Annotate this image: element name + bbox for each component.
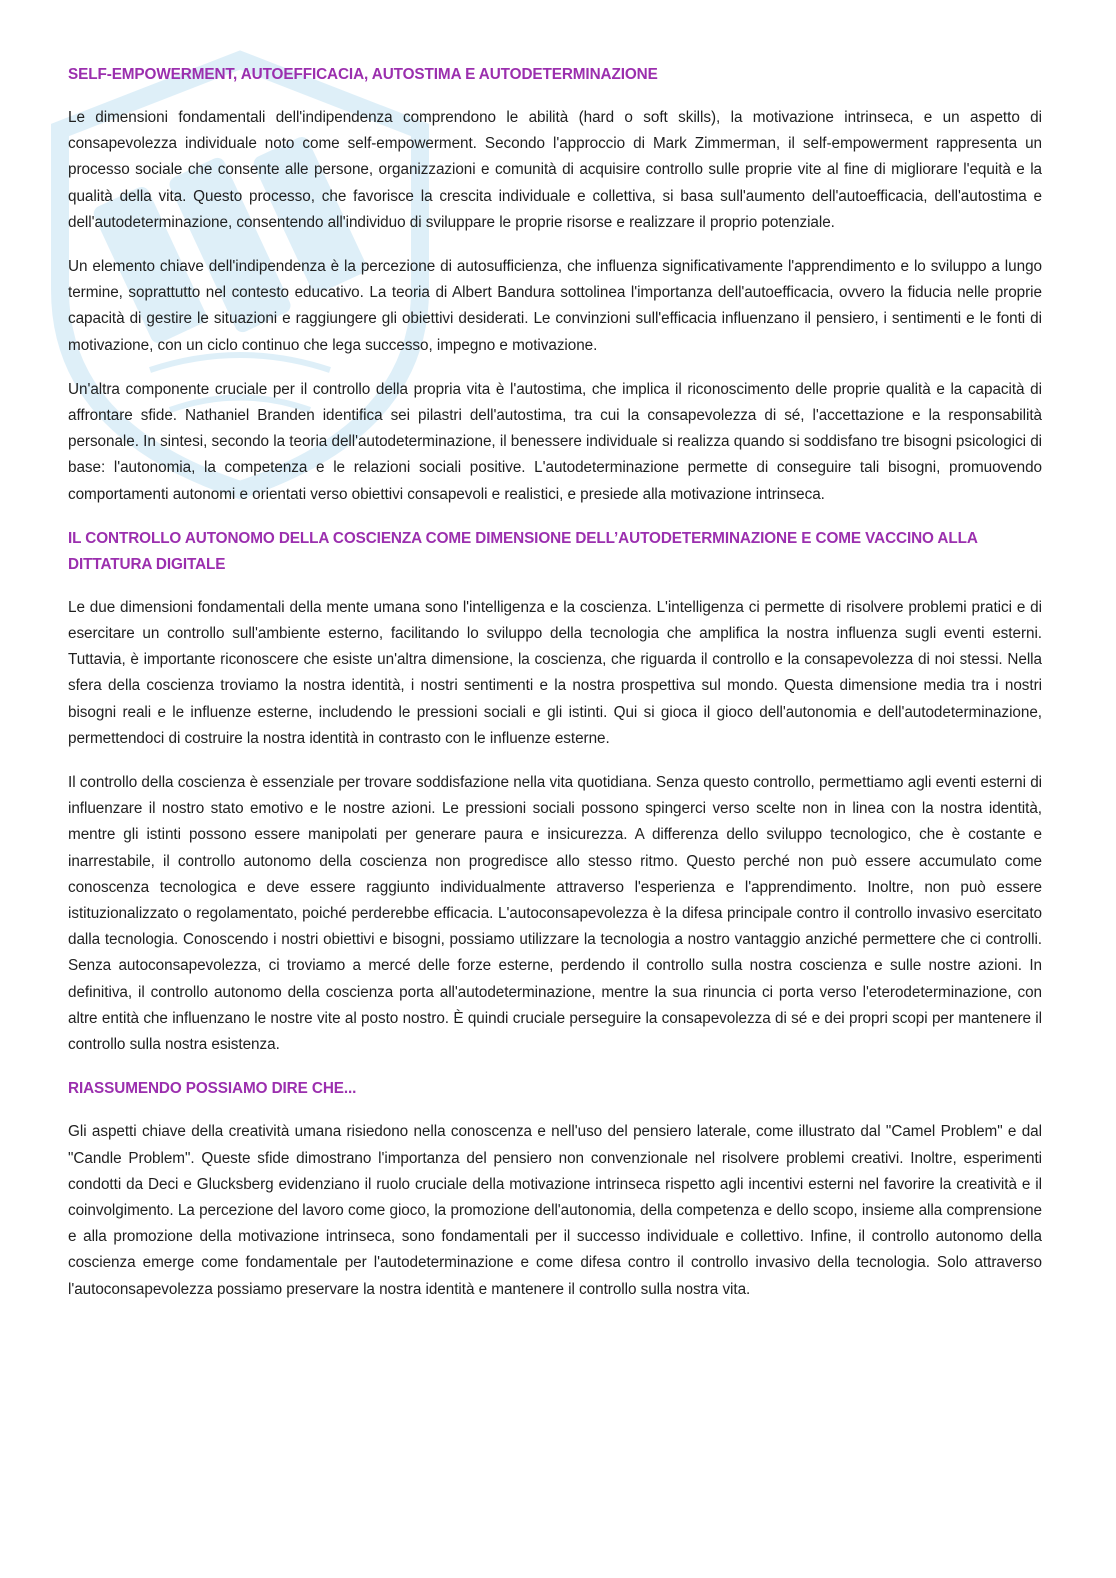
paragraph: Le due dimensioni fondamentali della mente umana sono l'intelligenza e la coscienza. L'intelligenza ci permette di risolvere problemi pratici e di esercitare un controllo sull'ambiente esterno, facilitando lo sviluppo della tecnologia che amplifica la nostra influenza sugli eventi esterni. Tuttavia, è importante riconoscere che esiste un'altra dimensione, la coscienza, che riguarda il controllo e la consapevolezza di noi stessi. Nella sfera della coscienza troviamo la nostra identità, i nostri sentimenti e la nostra prospettiva sul mondo. Questa dimensione media tra i nostri bisogni reali e le influenze esterne, includendo le pressioni sociali e gli istinti. Qui si gioca il gioco dell'autonomia e dell'autodeterminazione, permettendoci di costruire la nostra identità in contrasto con le influenze esterne. (68, 598, 1042, 747)
paragraph: Gli aspetti chiave della creatività umana risiedono nella conoscenza e nell'uso del pensiero laterale, come illustrato dal "Camel Problem" e dal "Candle Problem". Queste sfide dimostrano l'importanza del pensiero non convenzionale nel risolvere problemi creativi. Inoltre, esperimenti condotti da Deci e Glucksberg evidenziano il ruolo cruciale della motivazione intrinseca rispetto agli incentivi esterni nel favorire la creatività e il coinvolgimento. La percezione del lavoro come gioco, la promozione dell'autonomia, della competenza e dello scopo, insieme alla comprensione e alla promozione della motivazione intrinseca, sono fondamentali per il successo individuale e collettivo. Infine, il controllo autonomo della coscienza emerge come fondamentale per l'autodeterminazione e come difesa contro il controllo invasivo della tecnologia. Solo attraverso l'autoconsapevolezza possiamo preservare la nostra identità e mantenere il controllo sulla nostra vita. (68, 1123, 1042, 1298)
section-heading-riassumendo: RIASSUMENDO POSSIAMO DIRE CHE... (68, 1080, 357, 1098)
paragraph: Un elemento chiave dell'indipendenza è la percezione di autosufficienza, che influenza significativamente l'apprendimento e lo sviluppo a lungo termine, soprattutto nel contesto educativo. La teoria di Albert Bandura sottolinea l'importanza dell'autoefficacia, ovvero la fiducia nelle proprie capacità di gestire le situazioni e raggiungere gli obiettivi desiderati. Le convinzioni sull'efficacia influenzano il pensiero, i sentimenti e le fonti di motivazione, con un ciclo continuo che lega successo, impegno e motivazione. (68, 258, 1042, 354)
section-heading-self-empowerment: SELF-EMPOWERMENT, AUTOEFFICACIA, AUTOSTIMA E AUTODETERMINAZIONE (68, 66, 658, 83)
document-page (68, 62, 1042, 1321)
paragraph: Un'altra componente cruciale per il controllo della propria vita è l'autostima, che implica il riconoscimento delle proprie qualità e la capacità di affrontare sfide. Nathaniel Branden identifica sei pilastri dell'autostima, tra cui la consapevolezza di sé, l'accettazione e la responsabilità personale. In sintesi, secondo la teoria dell'autodeterminazione, il benessere individuale si realizza quando si soddisfano tre bisogni psicologici di base: l'autonomia, la competenza e le relazioni sociali positive. L'autodeterminazione permette di conseguire tali bisogni, promuovendo comportamenti autonomi e orientati verso obiettivi consapevoli e realistici, e presiede alla motivazione intrinseca. (68, 380, 1042, 503)
section-heading-controllo-coscienza: IL CONTROLLO AUTONOMO DELLA COSCIENZA COME DIMENSIONE DELL’AUTODETERMINAZIONE E COME VACCINO ALLA DITTATURA DIGITALE (68, 529, 978, 573)
paragraph: Le dimensioni fondamentali dell'indipendenza comprendono le abilità (hard o soft skills), la motivazione intrinseca, e un aspetto di consapevolezza individuale noto come self-empowerment. Secondo l'approccio di Mark Zimmerman, il self-empowerment rappresenta un processo sociale che consente alle persone, organizzazioni e comunità di acquisire controllo sulle proprie vite al fine di migliorare l'equità e la qualità della vita. Questo processo, che favorisce la crescita individuale e collettiva, si basa sull'aumento dell'autoefficacia, dell'autostima e dell'autodeterminazione, consentendo all'individuo di sviluppare le proprie risorse e realizzare il proprio potenziale. (68, 109, 1042, 231)
paragraph: Il controllo della coscienza è essenziale per trovare soddisfazione nella vita quotidiana. Senza questo controllo, permettiamo agli eventi esterni di influenzare il nostro stato emotivo e le nostre azioni. Le pressioni sociali possono spingerci verso scelte non in linea con la nostra identità, mentre gli istinti possono essere manipolati per generare paura e insicurezza. A differenza dello sviluppo tecnologico, che è costante e inarrestabile, il controllo autonomo della coscienza non progredisce allo stesso ritmo. Questo perché non può essere accumulato come conoscenza tecnologica e deve essere raggiunto individualmente attraverso l'esperienza e l'apprendimento. Inoltre, non può essere istituzionalizzato o regolamentato, poiché perderebbe efficacia. L'autoconsapevolezza è la difesa principale contro il controllo invasivo esercitato dalla tecnologia. Conoscendo i nostri obiettivi e bisogni, possiamo utilizzare la tecnologia a nostro vantaggio anziché permettere che ci controlli. Senza autoconsapevolezza, ci troviamo a mercé delle forze esterne, perdendo il controllo sulla nostra coscienza e sulle nostre azioni. In definitiva, il controllo autonomo della coscienza porta all'autodeterminazione, mentre la sua rinuncia ci porta verso l'eterodeterminazione, con altre entità che influenzano le nostre vite al posto nostro. È quindi cruciale perseguire la consapevolezza di sé e dei propri scopi per mantenere il controllo sulla nostra esistenza. (68, 774, 1042, 1054)
